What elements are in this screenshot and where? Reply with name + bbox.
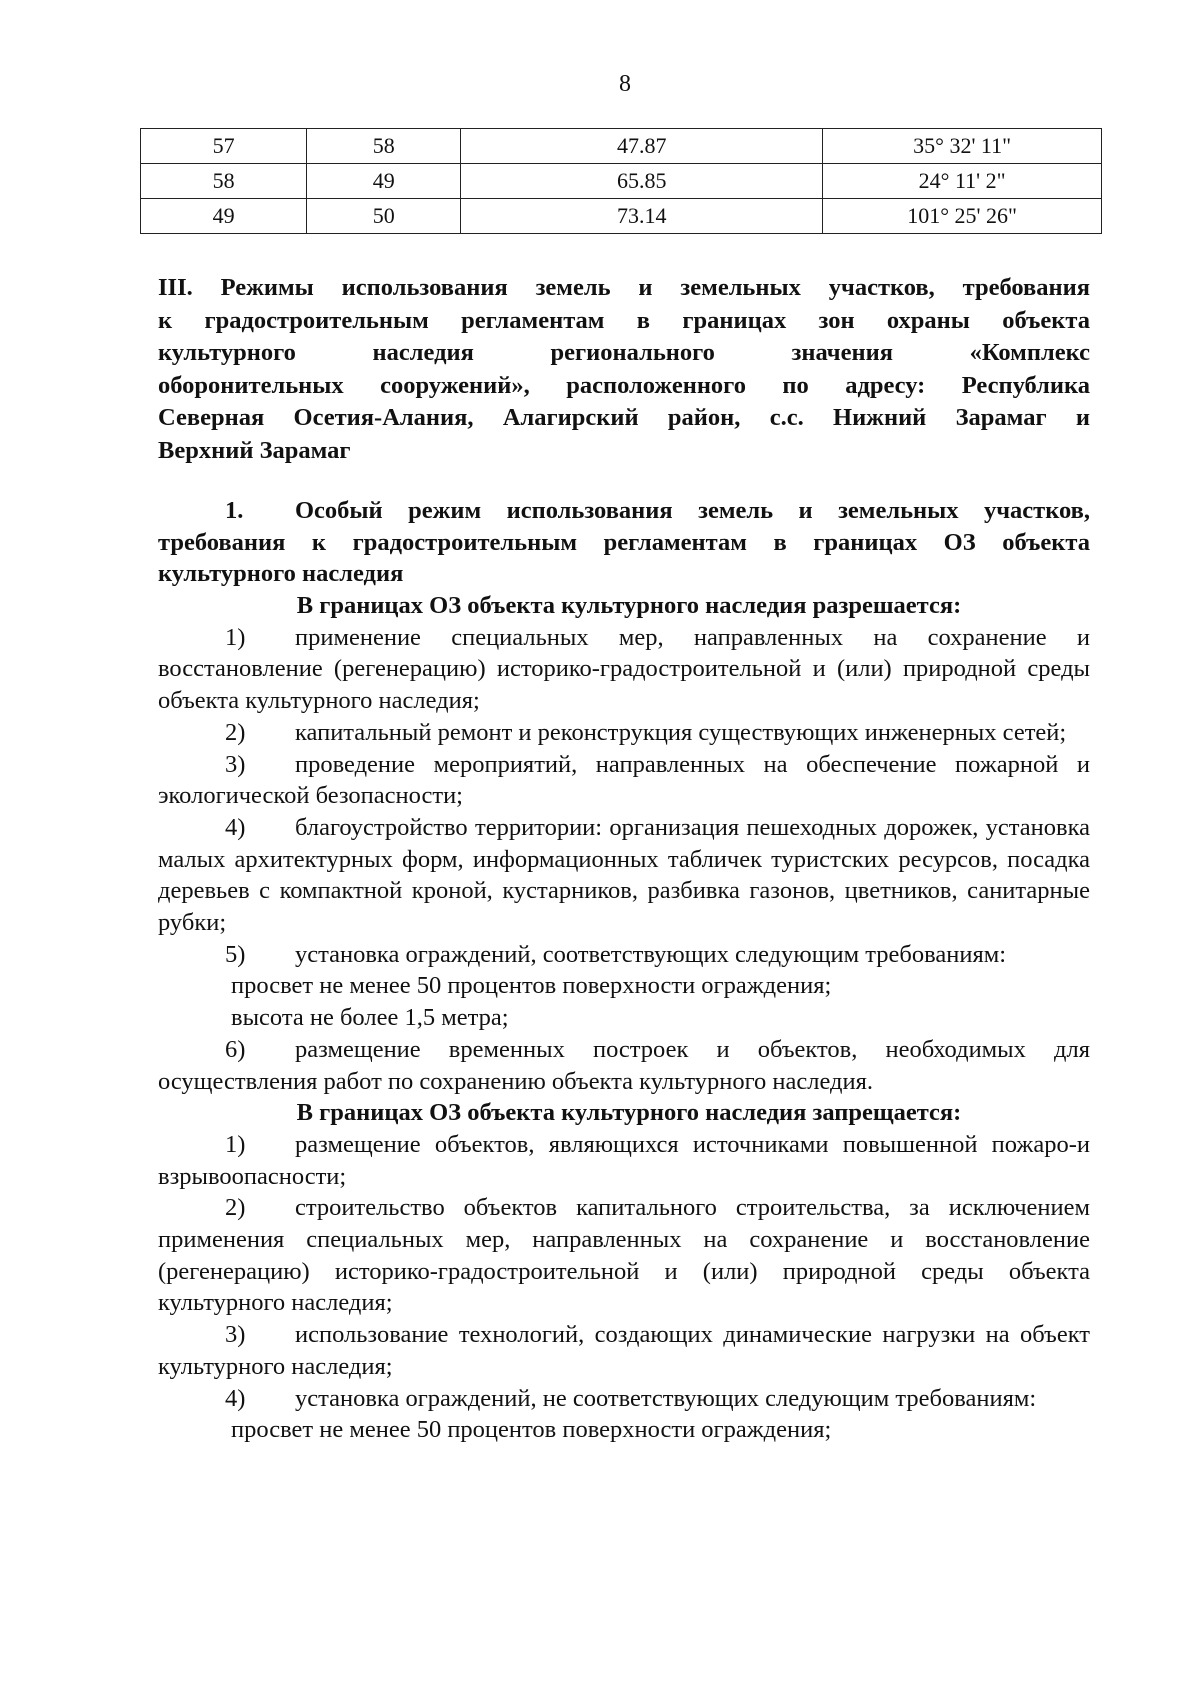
document-body bbox=[158, 590, 1090, 1446]
table-cell: 101° 25' 26" bbox=[823, 199, 1102, 234]
table-cell: 24° 11' 2" bbox=[823, 164, 1102, 199]
table-cell: 58 bbox=[141, 164, 307, 199]
list-item bbox=[158, 749, 1090, 812]
subheading-line: требования к градостроительным регламентам в границах ОЗ объекта bbox=[158, 528, 1090, 556]
table-cell: 49 bbox=[141, 199, 307, 234]
heading-line: III. Режимы использования земель и земельных участков, требования bbox=[158, 274, 1090, 301]
list-item-number: 3) bbox=[225, 750, 246, 778]
table-cell: 35° 32' 11" bbox=[823, 129, 1102, 164]
list-item-number: 4) bbox=[225, 813, 246, 841]
list-item-text: установка ограждений, не соответствующих следующим требованиям: bbox=[295, 1384, 1037, 1412]
list-item-text: использование технологий, создающих динамические нагрузки на объект культурного наследия; bbox=[158, 1321, 1090, 1380]
table-cell: 57 bbox=[141, 129, 307, 164]
list-item-text: размещение объектов, являющихся источниками повышенной пожаро-и взрывоопасности; bbox=[158, 1130, 1090, 1190]
list-item-number: 2) bbox=[225, 718, 246, 746]
page-number: 8 bbox=[619, 71, 631, 97]
fence-requirement: просвет не менее 50 процентов поверхности ограждения; bbox=[231, 1416, 832, 1444]
list-item-text: капитальный ремонт и реконструкция существующих инженерных сетей; bbox=[295, 718, 1067, 746]
table-cell: 65.85 bbox=[461, 164, 823, 199]
list-item-number: 1) bbox=[225, 1130, 246, 1158]
subheading-line bbox=[158, 495, 1090, 527]
fence-requirement: высота не более 1,5 метра; bbox=[231, 1004, 509, 1032]
subheading-text: Особый режим использования земель и земельных участков, bbox=[295, 497, 1090, 524]
section-heading bbox=[158, 272, 1090, 467]
table-row bbox=[141, 199, 1102, 234]
list-item bbox=[158, 1319, 1090, 1382]
list-item-text: проведение мероприятий, направленных на обеспечение пожарной и экологической безопасности; bbox=[158, 750, 1090, 810]
list-item-text: установка ограждений, соответствующих следующим требованиям: bbox=[295, 940, 1007, 968]
list-item-text: строительство объектов капитального строительства, за исключением применения специальных мер, направленных на сохранение и восстановление (регенерацию) историко-градостроительной и (или) природной среды объекта культурного наследия; bbox=[158, 1194, 1090, 1317]
list-item bbox=[158, 812, 1090, 939]
list-item-number: 4) bbox=[225, 1384, 246, 1412]
subheading-line: культурного наследия bbox=[158, 560, 404, 587]
list-item bbox=[158, 717, 1090, 749]
list-item bbox=[158, 622, 1090, 717]
table-cell: 58 bbox=[307, 129, 461, 164]
list-item-number: 6) bbox=[225, 1035, 246, 1063]
list-item-text: применение специальных мер, направленных на сохранение и восстановление (регенерацию) историко-градостроительной и (или) природной среды объекта культурного наследия; bbox=[158, 623, 1090, 715]
list-item-text: размещение временных построек и объектов, необходимых для осуществления работ по сохранению объекта культурного наследия. bbox=[158, 1035, 1090, 1095]
list-item bbox=[158, 1192, 1090, 1319]
heading-line: культурного наследия регионального значения «Комплекс bbox=[158, 339, 1090, 366]
heading-line: Северная Осетия-Алания, Алагирский район, с.с. Нижний Зарамаг и bbox=[158, 404, 1090, 431]
heading-line: к градостроительным регламентам в границах зон охраны объекта bbox=[158, 306, 1090, 334]
prohibited-title: В границах ОЗ объекта культурного наследия запрещается: bbox=[296, 1099, 962, 1127]
table-row bbox=[141, 129, 1102, 164]
list-item bbox=[158, 939, 1090, 971]
list-item-number: 5) bbox=[225, 940, 246, 968]
table-cell: 47.87 bbox=[461, 129, 823, 164]
list-item-text: благоустройство территории: организация пешеходных дорожек, установка малых архитектурных форм, информационных табличек туристских ресурсов, посадка деревьев с компактной кроной, кустарников, разбивка газонов, цветников, санитарные рубки; bbox=[158, 813, 1090, 937]
table-cell: 50 bbox=[307, 199, 461, 234]
subheading-number: 1. bbox=[225, 497, 244, 524]
list-item-number: 1) bbox=[225, 623, 246, 651]
list-item bbox=[158, 1383, 1090, 1415]
list-item-number: 3) bbox=[225, 1321, 246, 1349]
table-cell: 73.14 bbox=[461, 199, 823, 234]
list-item bbox=[158, 1129, 1090, 1192]
coordinates-table bbox=[140, 128, 1102, 234]
heading-line: Верхний Зарамаг bbox=[158, 436, 351, 464]
heading-line: оборонительных сооружений», расположенного по адресу: Республика bbox=[158, 371, 1090, 399]
table-cell: 49 bbox=[307, 164, 461, 199]
table-row bbox=[141, 164, 1102, 199]
subsection-heading bbox=[158, 495, 1090, 590]
allowed-title: В границах ОЗ объекта культурного наследия разрешается: bbox=[296, 592, 962, 619]
fence-requirement: просвет не менее 50 процентов поверхности ограждения; bbox=[231, 972, 832, 1000]
list-item-number: 2) bbox=[225, 1194, 246, 1222]
list-item bbox=[158, 1034, 1090, 1097]
